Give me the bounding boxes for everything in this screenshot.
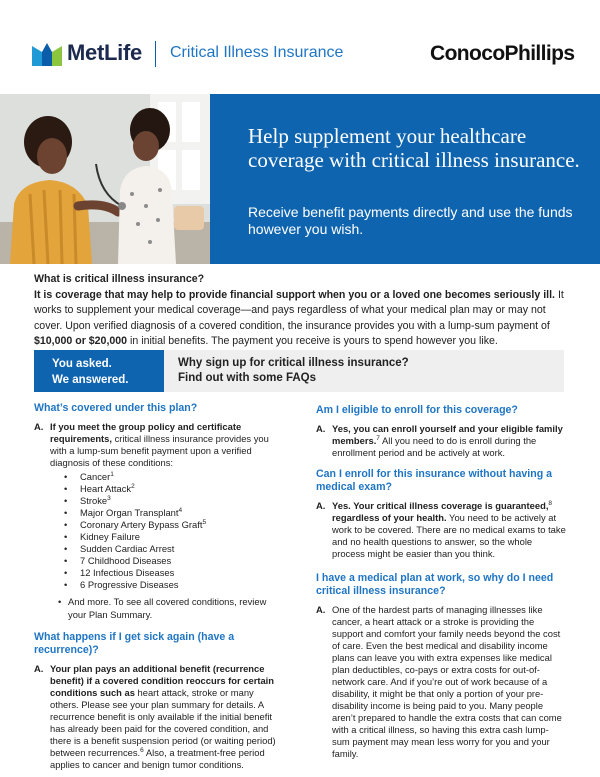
intro-answer bbox=[34, 288, 572, 350]
list-item: • Cancer$^1$ bbox=[62, 471, 284, 483]
list-item: • Coronary Artery Bypass Graft$^5$ bbox=[62, 519, 284, 531]
faq-eligible-bold: Yes, you can enroll yourself and your eligible family members. bbox=[332, 423, 563, 446]
faq-eligible-text: All you need to do is enroll during the enrollment period and be actively at work. bbox=[332, 435, 537, 458]
faq-heading-1: Why sign up for critical illness insurance? bbox=[178, 357, 409, 369]
faq-covered-bold: If you meet the group policy and certificate requirements, bbox=[50, 421, 242, 444]
answer-letter: A. bbox=[316, 604, 326, 615]
doctor-child-illustration-icon bbox=[0, 94, 210, 264]
intro-answer-text: It works to supplement your medical coverage—and pays regardless of what your medical plan may or may not cover. Upon verified diagnosis of a covered condition, the insurance provides you with a lump-sum payment of bbox=[34, 288, 564, 332]
conditions-list bbox=[62, 471, 284, 591]
product-title: Critical Illness Insurance bbox=[170, 44, 344, 61]
more-conditions-note: • And more. To see all covered conditions, review your Plan Summary. bbox=[58, 595, 284, 621]
list-item: • 7 Childhood Diseases bbox=[62, 555, 284, 567]
faq-callout-box bbox=[34, 350, 164, 392]
answer-letter: A. bbox=[316, 423, 326, 434]
list-item: • Kidney Failure bbox=[62, 531, 284, 543]
intro-amount: $10,000 or $20,000 bbox=[34, 335, 128, 347]
hero-banner bbox=[0, 94, 600, 264]
list-item: • Heart Attack$^2$ bbox=[62, 483, 284, 495]
faq-exam-answer bbox=[316, 500, 566, 560]
answer-letter: A. bbox=[316, 500, 326, 511]
hero-photo bbox=[0, 94, 210, 264]
intro-answer-end: in initial benefits. The payment you receive is yours to spend however you like. bbox=[127, 335, 498, 347]
faq-eligible-question: Am I eligible to enroll for this coverage? bbox=[316, 404, 518, 416]
faq-recurrence-answer bbox=[34, 663, 284, 771]
answer-letter: A. bbox=[34, 421, 44, 432]
footnote-ref: 7 bbox=[376, 435, 380, 442]
header-divider bbox=[155, 41, 156, 67]
intro-answer-bold: It is coverage that may help to provide financial support when you or a loved one becomes seriously ill. bbox=[34, 288, 555, 301]
faq-covered-text: critical illness insurance provides you with a lump-sum benefit payment upon a verified diagnosis of these conditions: bbox=[50, 433, 269, 468]
faq-exam-bold: Yes. Your critical illness coverage is guaranteed, bbox=[332, 500, 549, 511]
faq-heading-2: Find out with some FAQs bbox=[178, 372, 316, 384]
faq-medical-plan-question: I have a medical plan at work, so why do I need critical illness insurance? bbox=[316, 572, 554, 597]
intro-section bbox=[34, 272, 572, 350]
partner-brand: ConocoPhillips bbox=[430, 42, 575, 65]
faq-column-left bbox=[34, 402, 284, 771]
faq-heading-band bbox=[164, 350, 564, 392]
faq-callout-line2: We answered. bbox=[52, 374, 129, 386]
list-item: • 12 Infectious Diseases bbox=[62, 567, 284, 579]
faq-callout-line1: You asked. bbox=[52, 358, 112, 370]
list-item: • 6 Progressive Diseases bbox=[62, 579, 284, 591]
faq-covered-answer bbox=[34, 421, 284, 621]
metlife-logo-icon bbox=[32, 40, 62, 66]
list-item: • Stroke$^3$ bbox=[62, 495, 284, 507]
faq-covered-question: What’s covered under this plan? bbox=[34, 402, 198, 414]
answer-letter: A. bbox=[34, 663, 44, 674]
faq-column-right bbox=[316, 404, 566, 760]
footnote-ref: 6 bbox=[140, 747, 144, 754]
intro-question: What is critical illness insurance? bbox=[34, 273, 205, 285]
faq-exam-text: You need to be actively at work to be covered. There are no medical exams to take and no health questions to answer, so the whole process might be easier than you think. bbox=[332, 512, 566, 559]
metlife-brand: MetLife bbox=[67, 40, 142, 65]
faq-recurrence-text: heart attack, stroke or many others. Please see your plan summary for details. A recurrence benefit is only available if the initial benefit has already been paid for the covered condition, and there is a benefit suspension period (or waiting period) between recurrences. bbox=[50, 687, 276, 758]
list-item: • Sudden Cardiac Arrest bbox=[62, 543, 284, 555]
list-item: • Major Organ Transplant$^4$ bbox=[62, 507, 284, 519]
faq-recurrence-text2: Also, a treatment-free period applies to cancer and benign tumor conditions. bbox=[50, 747, 265, 770]
hero-title: Help supplement your healthcare coverage with critical illness insurance. bbox=[248, 124, 580, 172]
faq-medical-plan-answer bbox=[316, 604, 566, 760]
faq-recurrence-question: What happens if I get sick again (have a recurrence)? bbox=[34, 631, 235, 656]
faq-recurrence-bold: Your plan pays an additional benefit (recurrence benefit) if a covered condition reoccurs for certain conditions such as bbox=[50, 663, 275, 698]
footnote-ref: 8 bbox=[548, 500, 553, 507]
hero-panel bbox=[210, 94, 600, 264]
hero-subtitle: Receive benefit payments directly and use the funds however you wish. bbox=[248, 204, 573, 237]
faq-medical-plan-text: One of the hardest parts of managing illnesses like cancer, a heart attack or a stroke is providing the support and comfort your family needs beyond the cost of care. Even the best medical and disability income plans can leave you with extra expenses like medical plan deductibles, co-pays or extra costs for out-of-network care. And if you’re out of work because of a disability, it might be that only a portion of your pre-disability income is being paid to you. Many people aren’t prepared to handle the extra costs that can come with a critical illness, so having this extra cash lump-sum payment may mean less worry for you and your family. bbox=[332, 604, 562, 759]
faq-exam-bold2: regardless of your health. bbox=[332, 512, 447, 523]
faq-eligible-answer bbox=[316, 423, 566, 459]
faq-exam-question: Can I enroll for this insurance without having a medical exam? bbox=[316, 468, 553, 493]
page-header bbox=[0, 0, 600, 94]
